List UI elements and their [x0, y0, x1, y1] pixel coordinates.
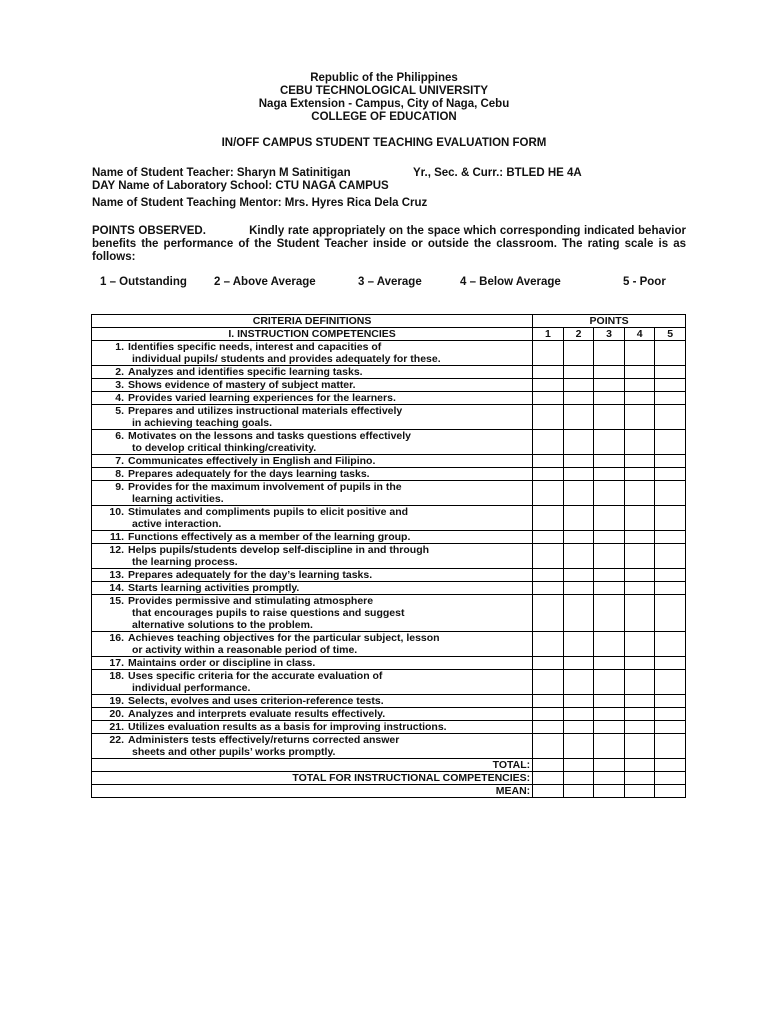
section-title: I. INSTRUCTION COMPETENCIES	[92, 328, 533, 341]
rating-cell[interactable]	[624, 695, 655, 708]
total-instructional-label: TOTAL FOR INSTRUCTIONAL COMPETENCIES:	[92, 772, 533, 785]
criterion-text: Provides varied learning experiences for the learners.	[128, 392, 396, 404]
student-teacher-row	[92, 167, 351, 179]
criterion-cell	[92, 632, 533, 657]
scale-1: 1 – Outstanding	[100, 276, 187, 288]
rating-cell[interactable]	[533, 341, 564, 366]
rating-cell[interactable]	[533, 379, 564, 392]
rating-cell[interactable]	[563, 544, 594, 569]
criterion-number: 16.	[109, 632, 124, 644]
rating-cell[interactable]	[563, 392, 594, 405]
criterion-text: Helps pupils/students develop self-discipline in and through	[128, 544, 430, 556]
rating-cell[interactable]	[624, 632, 655, 657]
rating-cell[interactable]	[594, 721, 625, 734]
criterion-text: Selects, evolves and uses criterion-reference tests.	[128, 695, 384, 707]
table-row	[92, 341, 686, 366]
rating-cell[interactable]	[563, 468, 594, 481]
table-header-row	[92, 315, 686, 328]
rating-cell[interactable]	[594, 695, 625, 708]
rating-cell[interactable]	[563, 366, 594, 379]
criterion-number: 21.	[109, 721, 124, 733]
criterion-text: Stimulates and compliments pupils to elicit positive and	[128, 506, 409, 518]
rating-cell[interactable]	[655, 759, 686, 772]
rating-cell[interactable]	[563, 721, 594, 734]
rating-cell[interactable]	[563, 569, 594, 582]
criterion-cell	[92, 455, 533, 468]
instructions-lead: POINTS OBSERVED.	[92, 225, 206, 237]
criterion-cell	[92, 341, 533, 366]
table-row	[92, 481, 686, 506]
rating-cell[interactable]	[563, 582, 594, 595]
criterion-line	[102, 695, 530, 707]
criterion-text: Utilizes evaluation results as a basis for improving instructions.	[128, 721, 447, 733]
points-col-5: 5	[655, 328, 686, 341]
rating-cell[interactable]	[533, 721, 564, 734]
mentor-value: Mrs. Hyres Rica Dela Cruz	[284, 197, 428, 209]
mentor-label: Name of Student Teaching Mentor:	[92, 197, 282, 209]
rating-cell[interactable]	[624, 531, 655, 544]
rating-cell[interactable]	[655, 481, 686, 506]
rating-cell[interactable]	[655, 670, 686, 695]
criterion-line	[102, 481, 530, 493]
criterion-line	[102, 379, 530, 391]
criterion-text: Analyzes and interprets evaluate results effectively.	[128, 708, 386, 720]
rating-cell[interactable]	[594, 366, 625, 379]
points-col-4: 4	[624, 328, 655, 341]
criterion-number: 12.	[109, 544, 124, 556]
criterion-cell	[92, 366, 533, 379]
criterion-line	[102, 430, 530, 442]
rating-cell[interactable]	[533, 430, 564, 455]
criterion-text: Uses specific criteria for the accurate evaluation of	[128, 670, 383, 682]
lab-school-row	[92, 180, 389, 192]
rating-cell[interactable]	[533, 595, 564, 632]
criterion-cell	[92, 734, 533, 759]
criterion-number: 20.	[109, 708, 124, 720]
table-row	[92, 531, 686, 544]
rating-cell[interactable]	[624, 772, 655, 785]
republic-line: Republic of the Philippines	[310, 72, 458, 84]
rating-cell[interactable]	[594, 405, 625, 430]
rating-cell[interactable]	[655, 595, 686, 632]
criterion-cell	[92, 468, 533, 481]
criterion-text: Motivates on the lessons and tasks questions effectively	[128, 430, 412, 442]
rating-cell[interactable]	[594, 468, 625, 481]
table-row	[92, 657, 686, 670]
criterion-number: 13.	[109, 569, 124, 581]
criterion-cell	[92, 392, 533, 405]
criterion-text: Provides for the maximum involvement of pupils in the	[128, 481, 402, 493]
criterion-text: Achieves teaching objectives for the particular subject, lesson	[128, 632, 440, 644]
rating-cell[interactable]	[624, 379, 655, 392]
student-teacher-value: Sharyn M Satinitigan	[236, 167, 351, 179]
criterion-line	[102, 708, 530, 720]
criterion-line	[102, 657, 530, 669]
rating-cell[interactable]	[594, 569, 625, 582]
table-row	[92, 595, 686, 632]
criterion-number: 4.	[115, 392, 124, 404]
criterion-cell	[92, 708, 533, 721]
mean-label: MEAN:	[92, 785, 533, 798]
criterion-cell	[92, 582, 533, 595]
rating-cell[interactable]	[624, 430, 655, 455]
criterion-number: 2.	[115, 366, 124, 378]
criterion-line-continued: sheets and other pupils’ works promptly.	[132, 746, 336, 758]
mean-row	[92, 785, 686, 798]
criterion-line-continued: active interaction.	[132, 518, 222, 530]
rating-cell[interactable]	[563, 481, 594, 506]
table-row	[92, 569, 686, 582]
criterion-text: Analyzes and identifies specific learning tasks.	[128, 366, 363, 378]
rating-cell[interactable]	[655, 632, 686, 657]
rating-cell[interactable]	[533, 506, 564, 531]
rating-cell[interactable]	[594, 657, 625, 670]
campus-line: Naga Extension - Campus, City of Naga, Cebu	[258, 98, 510, 110]
rating-cell[interactable]	[594, 759, 625, 772]
points-col-3: 3	[594, 328, 625, 341]
rating-cell[interactable]	[594, 734, 625, 759]
rating-cell[interactable]	[655, 366, 686, 379]
criterion-line	[102, 341, 530, 353]
table-row	[92, 708, 686, 721]
rating-cell[interactable]	[563, 341, 594, 366]
criterion-line	[102, 468, 530, 480]
rating-cell[interactable]	[624, 670, 655, 695]
criterion-line	[102, 531, 530, 543]
rating-cell[interactable]	[594, 531, 625, 544]
rating-cell[interactable]	[563, 708, 594, 721]
criterion-number: 3.	[115, 379, 124, 391]
student-teacher-label: Name of Student Teacher:	[92, 167, 234, 179]
rating-cell[interactable]	[533, 481, 564, 506]
criterion-line	[102, 670, 530, 682]
rating-cell[interactable]	[533, 582, 564, 595]
rating-cell[interactable]	[655, 405, 686, 430]
rating-cell[interactable]	[533, 734, 564, 759]
rating-cell[interactable]	[655, 392, 686, 405]
rating-cell[interactable]	[624, 582, 655, 595]
criterion-line-continued: alternative solutions to the problem.	[132, 619, 313, 631]
rating-cell[interactable]	[533, 785, 564, 798]
criterion-text: Identifies specific needs, interest and capacities of	[128, 341, 382, 353]
criterion-number: 7.	[115, 455, 124, 467]
rating-cell[interactable]	[563, 657, 594, 670]
criterion-text: Prepares adequately for the day’s learning tasks.	[128, 569, 373, 581]
rating-cell[interactable]	[624, 759, 655, 772]
scale-3: 3 – Average	[358, 276, 422, 288]
rating-cell[interactable]	[533, 695, 564, 708]
rating-cell[interactable]	[655, 341, 686, 366]
criterion-cell	[92, 670, 533, 695]
rating-cell[interactable]	[533, 405, 564, 430]
criterion-line	[102, 392, 530, 404]
criterion-line	[102, 582, 530, 594]
rating-cell[interactable]	[624, 455, 655, 468]
rating-cell[interactable]	[655, 734, 686, 759]
rating-cell[interactable]	[655, 379, 686, 392]
table-row	[92, 379, 686, 392]
criterion-cell	[92, 430, 533, 455]
criterion-cell	[92, 595, 533, 632]
total-row	[92, 759, 686, 772]
rating-cell[interactable]	[655, 544, 686, 569]
criterion-number: 19.	[109, 695, 124, 707]
rating-cell[interactable]	[594, 670, 625, 695]
table-row	[92, 582, 686, 595]
rating-cell[interactable]	[594, 506, 625, 531]
rating-cell[interactable]	[655, 721, 686, 734]
criterion-cell	[92, 481, 533, 506]
rating-cell[interactable]	[624, 506, 655, 531]
criterion-text: Provides permissive and stimulating atmosphere	[128, 595, 374, 607]
rating-cell[interactable]	[594, 632, 625, 657]
rating-cell[interactable]	[594, 582, 625, 595]
scale-5: 5 - Poor	[623, 276, 666, 288]
criterion-line-continued: individual performance.	[132, 682, 251, 694]
rating-cell[interactable]	[533, 544, 564, 569]
table-row	[92, 366, 686, 379]
table-row	[92, 544, 686, 569]
criterion-cell	[92, 721, 533, 734]
rating-cell[interactable]	[563, 785, 594, 798]
criterion-line	[102, 595, 530, 607]
rating-cell[interactable]	[563, 632, 594, 657]
criterion-number: 8.	[115, 468, 124, 480]
criterion-line	[102, 721, 530, 733]
scale-4: 4 – Below Average	[460, 276, 561, 288]
criterion-line	[102, 632, 530, 644]
rating-cell[interactable]	[594, 785, 625, 798]
rating-cell[interactable]	[533, 670, 564, 695]
rating-cell[interactable]	[533, 632, 564, 657]
criterion-cell	[92, 506, 533, 531]
criterion-line-continued: that encourages pupils to raise questions and suggest	[132, 607, 405, 619]
criterion-cell	[92, 569, 533, 582]
rating-cell[interactable]	[655, 430, 686, 455]
rating-cell[interactable]	[533, 708, 564, 721]
criterion-line-continued: to develop critical thinking/creativity.	[132, 442, 317, 454]
criterion-number: 11.	[109, 531, 124, 543]
criterion-cell	[92, 379, 533, 392]
table-row	[92, 670, 686, 695]
table-row	[92, 721, 686, 734]
table-row	[92, 506, 686, 531]
instructions-text: Kindly rate appropriately on the space which corresponding indicated behavior benefits the performance of the Student Teacher inside or outside the classroom. The rating scale is as follows:	[92, 225, 686, 263]
rating-cell[interactable]	[563, 430, 594, 455]
rating-cell[interactable]	[533, 366, 564, 379]
criterion-line	[102, 366, 530, 378]
form-title: IN/OFF CAMPUS STUDENT TEACHING EVALUATION FORM	[221, 137, 547, 149]
criterion-text: Prepares adequately for the days learning tasks.	[128, 468, 370, 480]
criterion-cell	[92, 405, 533, 430]
lab-school-label: DAY Name of Laboratory School:	[92, 180, 273, 192]
criterion-cell	[92, 544, 533, 569]
criterion-line-continued: or activity within a reasonable period of time.	[132, 644, 358, 656]
rating-cell[interactable]	[624, 481, 655, 506]
table-row	[92, 734, 686, 759]
table-row	[92, 455, 686, 468]
criterion-text: Maintains order or discipline in class.	[128, 657, 316, 669]
rating-cell[interactable]	[624, 657, 655, 670]
rating-cell[interactable]	[624, 405, 655, 430]
rating-cell[interactable]	[655, 785, 686, 798]
points-col-1: 1	[533, 328, 564, 341]
rating-cell[interactable]	[533, 455, 564, 468]
criterion-line-continued: individual pupils/ students and provides adequately for these.	[132, 353, 441, 365]
rating-cell[interactable]	[594, 544, 625, 569]
rating-cell[interactable]	[533, 657, 564, 670]
rating-cell[interactable]	[533, 569, 564, 582]
rating-cell[interactable]	[533, 759, 564, 772]
rating-cell[interactable]	[533, 392, 564, 405]
points-header: POINTS	[533, 315, 686, 328]
rating-cell[interactable]	[655, 468, 686, 481]
criteria-header: CRITERIA DEFINITIONS	[92, 315, 533, 328]
rating-cell[interactable]	[563, 455, 594, 468]
criterion-number: 6.	[115, 430, 124, 442]
rating-cell[interactable]	[533, 531, 564, 544]
section-header-row	[92, 328, 686, 341]
criterion-number: 18.	[109, 670, 124, 682]
rating-cell[interactable]	[624, 595, 655, 632]
rating-cell[interactable]	[563, 772, 594, 785]
criterion-line	[102, 405, 530, 417]
rating-cell[interactable]	[655, 695, 686, 708]
rating-cell[interactable]	[594, 341, 625, 366]
rating-cell[interactable]	[563, 734, 594, 759]
criterion-line-continued: in achieving teaching goals.	[132, 417, 273, 429]
criterion-text: Communicates effectively in English and Filipino.	[128, 455, 376, 467]
criterion-line-continued: learning activities.	[132, 493, 224, 505]
college-name: COLLEGE OF EDUCATION	[311, 111, 457, 123]
criterion-text: Functions effectively as a member of the learning group.	[128, 531, 411, 543]
table-row	[92, 468, 686, 481]
yr-sec-row	[413, 167, 582, 179]
criterion-text: Administers tests effectively/returns corrected answer	[128, 734, 400, 746]
rating-cell[interactable]	[594, 481, 625, 506]
rating-cell[interactable]	[563, 759, 594, 772]
rating-cell[interactable]	[624, 785, 655, 798]
criterion-number: 1.	[115, 341, 124, 353]
criterion-number: 22.	[109, 734, 124, 746]
rating-cell[interactable]	[533, 772, 564, 785]
criterion-line	[102, 506, 530, 518]
total-label: TOTAL:	[92, 759, 533, 772]
criterion-number: 5.	[115, 405, 124, 417]
rating-cell[interactable]	[594, 455, 625, 468]
rating-cell[interactable]	[624, 366, 655, 379]
criterion-number: 17.	[109, 657, 124, 669]
rating-cell[interactable]	[594, 379, 625, 392]
criterion-number: 14.	[109, 582, 124, 594]
rating-cell[interactable]	[655, 531, 686, 544]
rating-cell[interactable]	[655, 772, 686, 785]
rating-cell[interactable]	[655, 569, 686, 582]
rating-cell[interactable]	[624, 468, 655, 481]
criterion-number: 9.	[115, 481, 124, 493]
rating-cell[interactable]	[563, 531, 594, 544]
criterion-line-continued: the learning process.	[132, 556, 238, 568]
criterion-number: 10.	[109, 506, 124, 518]
table-row	[92, 695, 686, 708]
criterion-text: Starts learning activities promptly.	[128, 582, 300, 594]
rating-cell[interactable]	[563, 695, 594, 708]
rating-cell[interactable]	[655, 506, 686, 531]
table-row	[92, 392, 686, 405]
criterion-cell	[92, 695, 533, 708]
evaluation-table	[91, 314, 686, 798]
table-row	[92, 430, 686, 455]
table-row	[92, 632, 686, 657]
rating-cell[interactable]	[624, 569, 655, 582]
instructions-paragraph	[92, 225, 686, 264]
rating-cell[interactable]	[624, 392, 655, 405]
criterion-text: Shows evidence of mastery of subject matter.	[128, 379, 356, 391]
yr-sec-value: BTLED HE 4A	[506, 167, 582, 179]
rating-cell[interactable]	[563, 595, 594, 632]
rating-cell[interactable]	[624, 708, 655, 721]
criterion-line	[102, 734, 530, 746]
mentor-row	[92, 197, 427, 209]
yr-sec-label: Yr., Sec. & Curr.:	[413, 167, 504, 179]
rating-cell[interactable]	[563, 506, 594, 531]
total-instructional-row	[92, 772, 686, 785]
criterion-cell	[92, 531, 533, 544]
rating-cell[interactable]	[594, 392, 625, 405]
rating-cell[interactable]	[655, 455, 686, 468]
points-col-2: 2	[563, 328, 594, 341]
rating-cell[interactable]	[624, 734, 655, 759]
rating-cell[interactable]	[563, 379, 594, 392]
rating-cell[interactable]	[594, 595, 625, 632]
criterion-number: 15.	[109, 595, 124, 607]
rating-cell[interactable]	[563, 405, 594, 430]
scale-2: 2 – Above Average	[214, 276, 316, 288]
rating-cell[interactable]	[624, 341, 655, 366]
rating-cell[interactable]	[655, 582, 686, 595]
university-name: CEBU TECHNOLOGICAL UNIVERSITY	[279, 85, 489, 97]
rating-cell[interactable]	[655, 708, 686, 721]
rating-cell[interactable]	[655, 657, 686, 670]
criterion-line	[102, 569, 530, 581]
rating-cell[interactable]	[563, 670, 594, 695]
criterion-text: Prepares and utilizes instructional materials effectively	[128, 405, 403, 417]
rating-cell[interactable]	[624, 544, 655, 569]
criterion-line	[102, 544, 530, 556]
rating-cell[interactable]	[594, 772, 625, 785]
lab-school-value: CTU NAGA CAMPUS	[275, 180, 389, 192]
table-row	[92, 405, 686, 430]
rating-cell[interactable]	[533, 468, 564, 481]
rating-cell[interactable]	[594, 430, 625, 455]
criterion-line	[102, 455, 530, 467]
rating-cell[interactable]	[624, 721, 655, 734]
rating-cell[interactable]	[594, 708, 625, 721]
criterion-cell	[92, 657, 533, 670]
